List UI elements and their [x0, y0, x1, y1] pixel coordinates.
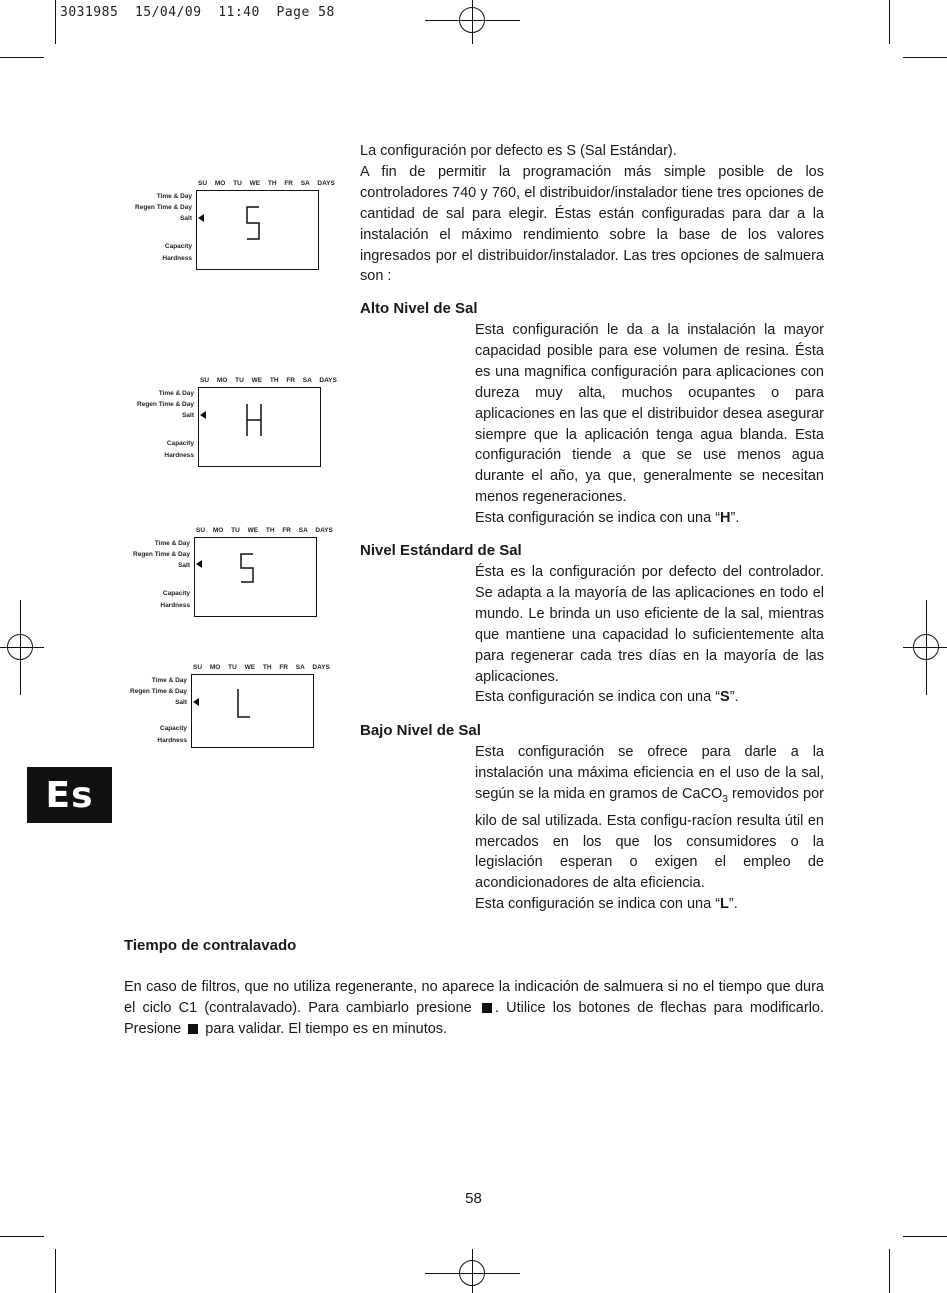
lcd-label: Regen Time & Day: [137, 401, 194, 408]
intro-default: La configuración por defecto es S (Sal Estándar).: [360, 143, 677, 159]
lcd-display-s: [130, 180, 335, 272]
section-body-high-salt: [475, 320, 824, 529]
lcd-digit-h: [199, 388, 320, 466]
lcd-label: Hardness: [157, 737, 187, 744]
lcd-label: Salt: [182, 412, 194, 419]
lcd-screen: [196, 190, 319, 270]
intro-block: [360, 141, 824, 287]
crop-mark: [55, 1249, 56, 1293]
section-title-high-salt: Alto Nivel de Sal: [360, 300, 478, 317]
lcd-label: Hardness: [160, 602, 190, 609]
lcd-label: Regen Time & Day: [130, 688, 187, 695]
backwash-title: Tiempo de contralavado: [124, 937, 297, 954]
lcd-digit-s: [197, 191, 318, 269]
section-indicator: Esta configuración se indica con una “S”.: [475, 689, 739, 706]
button-square-icon: [482, 1003, 492, 1013]
lcd-label: Hardness: [162, 255, 192, 262]
lcd-label: Time & Day: [154, 540, 190, 547]
section-indicator: Esta configuración se indica con una “L”.: [475, 896, 738, 913]
button-square-icon: [188, 1024, 198, 1034]
lcd-label: Salt: [180, 215, 192, 222]
lcd-digit-s: [195, 538, 316, 616]
registration-circle: [913, 634, 939, 660]
section-indicator: Esta configuración se indica con una “H”.: [475, 510, 740, 527]
crop-mark: [0, 57, 44, 58]
salt-arrow-icon: [198, 214, 204, 222]
intro-paragraph: A fin de permitir la programación más simple posible de los controladores 740 y 760, el distribuidor/instalador tiene tres opciones de cantidad de sal para elegir. Éstas están configuradas para dar a la instalación el máximo rendimiento sobre la base de los valores ingresados por el distribuidor/instalador. Las tres opciones de salmuera son :: [360, 163, 824, 285]
lcd-days: SU MO TU WE TH FR SA DAYS: [196, 527, 333, 534]
lcd-label: Salt: [175, 699, 187, 706]
lcd-label: Salt: [178, 562, 190, 569]
registration-circle: [7, 634, 33, 660]
backwash-text: En caso de filtros, que no utiliza regenerante, no aparece la indicación de salmuera si no el tiempo que dura el ciclo C1 (contralavado). Para cambiarlo presione . Utilice los botones de flechas para modificarlo. Presione para validar. El tiempo es en minutos.: [124, 979, 825, 1037]
registration-circle: [459, 7, 485, 33]
lcd-label: Regen Time & Day: [135, 204, 192, 211]
lcd-label: Time & Day: [158, 390, 194, 397]
lcd-label: Capacity: [166, 440, 194, 447]
section-text: Esta configuración se ofrece para darle a la instalación una máxima eficiencia en el uso de la sal, según se la mida en gramos de CaCO$_3$ removidos por kilo de sal utilizada. Esta configu-racíon resulta útil en mercados en los que los consumidores o la legislación esperan o exigen el empleo de acondicionadores de alta eficiencia.: [475, 744, 824, 892]
lcd-digit-l: [192, 675, 313, 747]
crop-mark: [55, 0, 56, 44]
salt-arrow-icon: [200, 411, 206, 419]
section-body-low-salt: [475, 742, 824, 915]
crop-mark: [903, 1236, 947, 1237]
lcd-screen: [194, 537, 317, 617]
lcd-label: Capacity: [164, 243, 192, 250]
section-body-standard-salt: [475, 562, 824, 708]
section-title-standard-salt: Nivel Estándard de Sal: [360, 542, 522, 559]
crop-mark: [889, 0, 890, 44]
lcd-days: SU MO TU WE TH FR SA DAYS: [198, 180, 335, 187]
print-slug: 3031985 15/04/09 11:40 Page 58: [60, 5, 335, 20]
lcd-display-h: [132, 377, 337, 469]
lcd-days: SU MO TU WE TH FR SA DAYS: [193, 664, 330, 671]
salt-arrow-icon: [196, 560, 202, 568]
lcd-label: Time & Day: [156, 193, 192, 200]
section-text: Esta configuración le da a la instalación la mayor capacidad posible para ese volumen de resina. Ésta es una magnifica configuración para aplicaciones con dureza muy alta, muchos ocupantes o para aplicaciones en las que el distribuidor desea asegurar siempre que la aplicación tenga agua blanda. Esta configuración tiende a que se use menos agua durante el año, ya que, generalmente se necesitan menos regeneraciones.: [475, 322, 824, 506]
lcd-label: Capacity: [159, 725, 187, 732]
language-tab: Es: [27, 767, 112, 823]
crop-mark: [903, 57, 947, 58]
lcd-display-s: [128, 527, 333, 619]
lcd-label: Hardness: [164, 452, 194, 459]
section-title-low-salt: Bajo Nivel de Sal: [360, 722, 481, 739]
lcd-label: Capacity: [162, 590, 190, 597]
lcd-screen: [191, 674, 314, 748]
lcd-label: Regen Time & Day: [133, 551, 190, 558]
lcd-screen: [198, 387, 321, 467]
section-text: Ésta es la configuración por defecto del controlador. Se adapta a la mayoría de las aplicaciones en todo el mundo. Le brinda un uso eficiente de la sal, mientras que mantiene una capacidad lo suficientemente alta para regenerar cada tres días en la mayoría de las aplicaciones.: [475, 564, 824, 685]
lcd-display-l: [125, 664, 330, 756]
lcd-days: SU MO TU WE TH FR SA DAYS: [200, 377, 337, 384]
page-number: 58: [465, 1190, 482, 1207]
salt-arrow-icon: [193, 698, 199, 706]
registration-circle: [459, 1260, 485, 1286]
lcd-label: Time & Day: [151, 677, 187, 684]
crop-mark: [889, 1249, 890, 1293]
crop-mark: [0, 1236, 44, 1237]
